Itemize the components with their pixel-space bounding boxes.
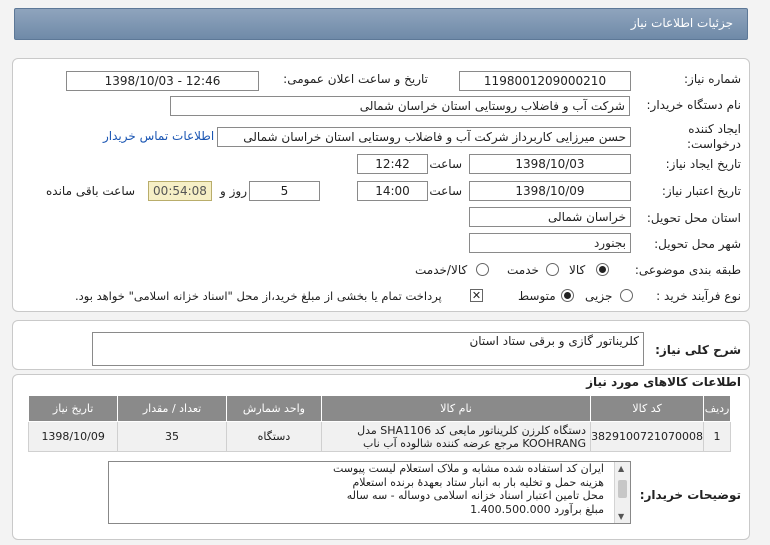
cell-name-line2: KOOHRANG مرجع عرضه کننده شالوده آب ناب [363, 436, 587, 450]
validity-date-label: تاریخ اعتبار نیاز: [661, 184, 741, 198]
process-option-minor: جزیی [585, 289, 613, 303]
items-section-title: اطلاعات کالاهای مورد نیاز [586, 375, 741, 389]
notes-line-1: ایران کد استفاده شده مشابه و ملاک استعلام لیست پیوست [333, 462, 604, 475]
cell-row: 1 [704, 422, 731, 452]
need-number-label: شماره نیاز: [684, 72, 741, 86]
items-table [28, 395, 731, 452]
validity-date-field: 1398/10/09 [469, 181, 631, 201]
process-radio-minor[interactable] [620, 289, 633, 302]
category-option-service: خدمت [507, 263, 539, 277]
create-time-field: 12:42 [357, 154, 428, 174]
page-header [14, 8, 748, 40]
buyer-org-label: نام دستگاه خریدار: [646, 98, 741, 112]
col-date: تاریخ نیاز [29, 396, 118, 422]
treasury-checkbox[interactable]: ✕ [471, 289, 482, 302]
category-radio-goods[interactable] [596, 263, 609, 276]
need-number-field: 1198001209000210 [459, 71, 631, 91]
table-row [29, 422, 731, 452]
province-field: خراسان شمالی [469, 207, 631, 227]
creator-label-2: درخواست: [687, 137, 741, 151]
notes-scrollbar[interactable] [614, 462, 630, 523]
cell-code: 3829100721070008 [591, 422, 704, 452]
category-option-goods: کالا [569, 263, 586, 277]
city-label: شهر محل تحویل: [654, 237, 741, 251]
remaining-timer: 00:54:08 [148, 181, 212, 201]
col-unit: واحد شمارش [226, 396, 321, 422]
process-label: نوع فرآیند خرید : [656, 289, 741, 303]
days-field: 5 [249, 181, 320, 201]
category-radio-service[interactable] [546, 263, 559, 276]
cell-date: 1398/10/09 [29, 422, 118, 452]
scroll-up-icon[interactable]: ▲ [618, 464, 625, 473]
cell-name-line1: دستگاه کلرزن کلریناتور مایعی کد SHA1106 مدل [357, 423, 587, 437]
scroll-down-icon[interactable]: ▼ [618, 512, 625, 521]
contact-buyer-link[interactable]: اطلاعات تماس خریدار [103, 129, 215, 143]
items-header-row [29, 396, 731, 422]
create-time-label: ساعت [429, 157, 462, 171]
buyer-org-field: شرکت آب و فاضلاب روستایی استان خراسان شمالی [170, 96, 630, 116]
notes-textarea[interactable] [108, 461, 631, 524]
scroll-thumb[interactable] [618, 480, 627, 498]
summary-label: شرح کلی نیاز: [655, 343, 741, 357]
treasury-text: پرداخت تمام یا بخشی از مبلغ خرید،از محل "اسناد خزانه اسلامی" خواهد بود. [75, 289, 442, 303]
col-name: نام کالا [322, 396, 591, 422]
creator-field: حسن میرزایی کاربرداز شرکت آب و فاضلاب روستایی استان خراسان شمالی [217, 127, 631, 147]
cell-qty: 35 [118, 422, 227, 452]
col-row: ردیف [704, 396, 731, 422]
notes-line-2: هزینه حمل و تخلیه بار به انبار ستاد بعهدۀ برنده استعلام [352, 475, 604, 489]
remaining-label: ساعت باقی مانده [46, 184, 136, 198]
cell-unit: دستگاه [226, 422, 321, 452]
category-option-goods-service: کالا/خدمت [415, 263, 468, 277]
city-field: بجنورد [469, 233, 631, 253]
col-qty: تعداد / مقدار [118, 396, 227, 422]
process-option-medium: متوسط [518, 289, 556, 303]
notes-line-4: مبلغ برآورد 1.400.500.000 [470, 502, 604, 516]
creator-label-1: ایجاد کننده [688, 122, 741, 136]
days-label: روز و [220, 184, 247, 198]
process-radio-medium[interactable] [561, 289, 574, 302]
category-radio-goods-service[interactable] [476, 263, 489, 276]
notes-label: توضیحات خریدار: [639, 488, 741, 502]
create-date-label: تاریخ ایجاد نیاز: [665, 157, 741, 171]
create-date-field: 1398/10/03 [469, 154, 631, 174]
announce-field: 1398/10/03 - 12:46 [66, 71, 259, 91]
validity-time-field: 14:00 [357, 181, 428, 201]
validity-time-label: ساعت [429, 184, 462, 198]
col-code: کد کالا [591, 396, 704, 422]
summary-field: کلریناتور گازی و برقی ستاد استان [92, 332, 644, 366]
cell-name [322, 422, 591, 452]
notes-line-3: محل تامین اعتبار اسناد خزانه اسلامی دوساله - سه ساله [346, 489, 604, 502]
category-label: طبقه بندی موضوعی: [634, 263, 741, 277]
province-label: استان محل تحویل: [646, 211, 741, 225]
announce-label: تاریخ و ساعت اعلان عمومی: [283, 72, 428, 86]
page-title: جزئیات اطلاعات نیاز [630, 16, 733, 30]
